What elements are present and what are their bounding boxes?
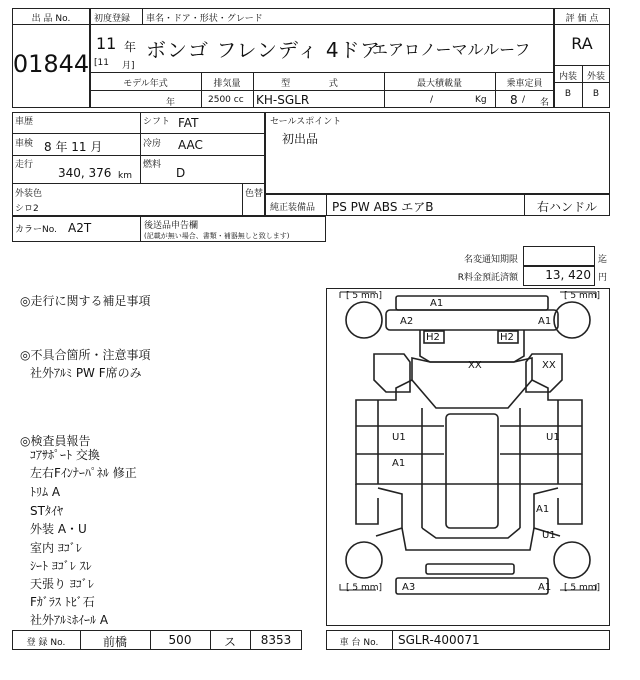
exterior-label: 外装	[586, 72, 605, 82]
docs-note: (記載が無い場合、書類・補器無しと致します)	[144, 232, 290, 240]
chassis-label: 車 台 No.	[339, 638, 379, 648]
reg-label: 登 録 No.	[26, 638, 66, 648]
inspector-line: 室内 ﾖｺﾞﾚ	[30, 541, 82, 555]
mark-front-top: A1	[430, 298, 444, 309]
mark-front-bumper: A2	[400, 316, 414, 327]
first-reg-month-unit: 月]	[122, 61, 135, 71]
first-reg-year-unit: 年	[124, 40, 137, 54]
type-value: KH-SGLR	[256, 93, 310, 107]
tread-rl: [ 5 mm]	[346, 583, 383, 593]
tread-rr: [ 5 mm]	[564, 583, 601, 593]
inspector-line: Fｶﾞﾗｽ ﾄﾋﾞ石	[30, 595, 95, 609]
inspector-line: 社外ｱﾙﾐﾎｲｰﾙ A	[30, 613, 109, 627]
reg-kana: ス	[223, 635, 236, 649]
inspector-line: ｺｱｻﾎﾟｰﾄ 交換	[30, 448, 100, 462]
grade: エアロノーマルルーフ	[372, 40, 531, 59]
shift-label: シフト	[143, 117, 171, 127]
history-label: 車歴	[15, 117, 34, 127]
inspector-line: 外装 A・U	[30, 522, 87, 536]
mark-fender-r: XX	[542, 360, 556, 371]
displacement-value: 2500 cc	[208, 95, 244, 105]
reg-number: 8353	[260, 633, 292, 647]
load-slash: /	[430, 95, 434, 105]
mileage-label: 走行	[15, 160, 34, 170]
inspector-line: ｼｰﾄ ﾖｺﾞﾚ ｽﾚ	[30, 559, 92, 573]
mark-door-r: U1	[546, 432, 560, 443]
ac-label: 冷房	[143, 139, 162, 149]
recycle-label: R料金預託済額	[457, 273, 518, 283]
mark-rear-bumper: A3	[402, 582, 416, 593]
inspection-label: 車検	[15, 139, 34, 149]
model-year-value: 年	[166, 98, 176, 108]
equipment-label: 純正装備品	[270, 203, 316, 213]
mileage-value: 340, 376	[58, 166, 112, 180]
reg-class: 500	[168, 633, 192, 647]
repaint-label: 色替	[245, 189, 264, 199]
equipment-value: PS PW ABS エアB	[332, 200, 434, 214]
first-reg-label: 初度登録	[94, 14, 131, 24]
mileage-unit: km	[118, 171, 132, 181]
displacement-label: 排気量	[213, 79, 241, 89]
defects-title: ◎不具合箇所・注意事項	[20, 348, 151, 362]
ac-value: AAC	[178, 138, 203, 152]
load-label: 最大積載量	[416, 79, 462, 89]
capacity-label: 乗車定員	[506, 79, 543, 89]
score-label: 評 価 点	[565, 14, 599, 24]
capacity-unit: 名	[540, 98, 550, 108]
load-unit: Kg	[475, 95, 487, 105]
lot-number: 01844	[12, 50, 90, 78]
interior-grade: B	[564, 89, 572, 99]
tread-fl: [ 5 mm]	[346, 291, 383, 301]
steering-value: 右ハンドル	[536, 200, 597, 214]
name-change-label: 名変通知期限	[463, 255, 518, 265]
score-value: RA	[571, 34, 593, 53]
type-label: 型 式	[281, 79, 356, 89]
mark-rear-r1: A1	[536, 504, 550, 515]
fuel-label: 燃料	[143, 160, 162, 170]
mark-rear-bumper-r: A1	[538, 582, 552, 593]
reg-place: 前橋	[102, 635, 127, 649]
driving-notes-title: ◎走行に関する補足事項	[20, 294, 151, 308]
shift-value: FAT	[178, 116, 199, 130]
chassis-value: SGLR-400071	[398, 633, 480, 647]
inspector-title: ◎検査員報告	[20, 434, 91, 448]
mark-door-l: U1	[392, 432, 406, 443]
mark-side-l: A1	[392, 458, 406, 469]
color-no-label: カラーNo.	[15, 225, 57, 235]
color-no-value: A2T	[68, 221, 92, 235]
name-change-unit: 迄	[598, 255, 608, 265]
capacity-value: 8	[510, 93, 518, 107]
exterior-grade: B	[592, 89, 600, 99]
recycle-value: 13, 420	[545, 268, 591, 282]
mark-hood-center: XX	[468, 360, 482, 371]
model-year-label: モデル年式	[123, 79, 168, 89]
first-reg-month: [11	[94, 58, 109, 68]
inspector-line: 左右Fｲﾝﾅｰﾊﾟﾈﾙ 修正	[30, 466, 137, 480]
exterior-color-value: シロ2	[15, 204, 39, 214]
mark-hood-r: H2	[500, 332, 514, 343]
inspection-value: 8 年 11 月	[44, 140, 103, 154]
defects-line: 社外ｱﾙﾐ PW F席のみ	[30, 366, 142, 380]
capacity-slash: /	[522, 95, 526, 105]
inspector-line: STﾀｲﾔ	[30, 504, 63, 518]
sales-point-label: セールスポイント	[270, 117, 342, 127]
sales-point-value: 初出品	[282, 132, 319, 146]
details-left-box	[12, 112, 265, 216]
recycle-unit: 円	[598, 273, 608, 283]
mark-rear-r2: U1	[542, 530, 556, 541]
first-reg-year: 11	[96, 34, 117, 53]
inspector-line: ﾄﾘﾑ A	[30, 485, 61, 499]
interior-label: 内装	[558, 72, 577, 82]
lot-label: 出 品 No.	[31, 14, 71, 24]
title-label: 車名・ドア・形状・グレード	[146, 14, 263, 24]
fuel-value: D	[176, 166, 186, 180]
car-name: ボンゴ フレンディ 4ドア	[146, 38, 381, 62]
docs-label: 後送品申告欄	[144, 221, 199, 231]
inspector-line: 天張り ﾖｺﾞﾚ	[30, 577, 94, 591]
exterior-color-label: 外装色	[15, 189, 43, 199]
mark-front-bumper-r: A1	[538, 316, 552, 327]
name-change-field	[523, 246, 595, 266]
tread-fr: [ 5 mm]	[564, 291, 601, 301]
mark-hood-l: H2	[426, 332, 440, 343]
car-diagram	[326, 288, 610, 626]
